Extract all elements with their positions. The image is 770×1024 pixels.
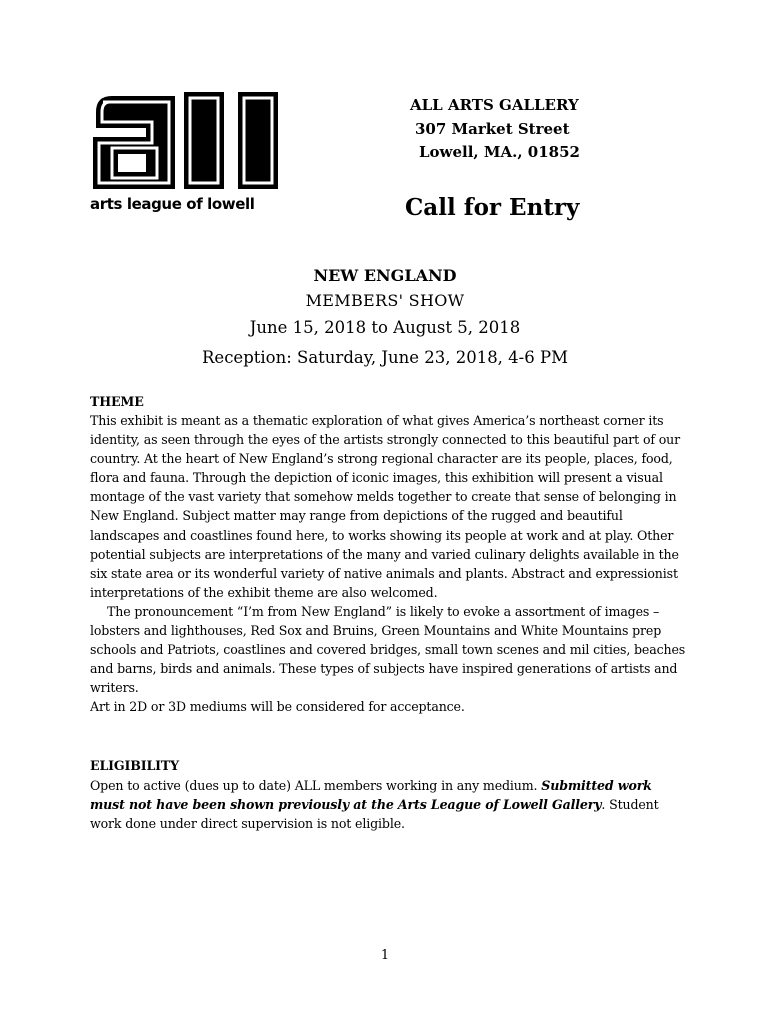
gallery-address [405, 94, 580, 165]
eligibility-emphasis: Submitted work must not have been shown previously at the Arts League of Lowell Gallery [90, 778, 652, 813]
gallery-street: 307 Market Street [415, 119, 570, 138]
logo-text: arts league of lowell [90, 195, 255, 213]
eligibility-paragraph [90, 776, 686, 833]
show-reception: Reception: Saturday, June 23, 2018, 4-6 PM [202, 348, 568, 367]
theme-heading: THEME [90, 394, 144, 409]
gallery-city: Lowell, MA., 01852 [419, 143, 580, 161]
show-region: NEW ENGLAND [313, 266, 457, 285]
theme-paragraph-3: Art in 2D or 3D mediums will be considered for acceptance. [90, 699, 465, 715]
theme-section [90, 411, 686, 717]
gallery-name: ALL ARTS GALLERY [410, 96, 579, 114]
call-for-entry-title: Call for Entry [405, 194, 580, 221]
theme-paragraph-1: This exhibit is meant as a thematic exploration of what gives America’s northeast corner its identity, as seen through the eyes of the artists strongly connected to this beautiful part of our country. At the heart of New England’s strong regional character are its people, places, food, flora and fauna. Through the depiction of iconic images, this exhibition will present a visual montage of the vast variety that somehow melds together to create that sense of belonging in New England. Subject matter may range from depictions of the rugged and beautiful landscapes and coastlines found here, to works showing its people at work and at play. Other potential subjects are interpretations of the many and varied culinary delights available in the six state area or its wonderful variety of native animals and plants. Abstract and expressionist interpretations of the exhibit theme are also welcomed. [90, 413, 681, 600]
eligibility-text-1: Open to active (dues up to date) ALL members working in any medium. [90, 778, 542, 793]
arts-league-logo [90, 92, 300, 222]
arts-league-all-logo-icon [90, 92, 300, 192]
show-dates: June 15, 2018 to August 5, 2018 [249, 318, 521, 337]
eligibility-text-2: . Student work done under direct supervision is not eligible. [90, 797, 659, 832]
page-number: 1 [380, 948, 390, 963]
eligibility-heading: ELIGIBILITY [90, 758, 179, 773]
show-name: MEMBERS' SHOW [305, 291, 465, 310]
theme-paragraph-2: The pronouncement “I’m from New England” is likely to evoke a assortment of images – lobsters and lighthouses, Red Sox and Bruins, Green Mountains and White Mountains prep schools and Patriots, coastlines and covered bridges, small town scenes and mil cities, beaches and barns, birds and animals. These types of subjects have inspired generations of artists and writers. [90, 603, 686, 696]
